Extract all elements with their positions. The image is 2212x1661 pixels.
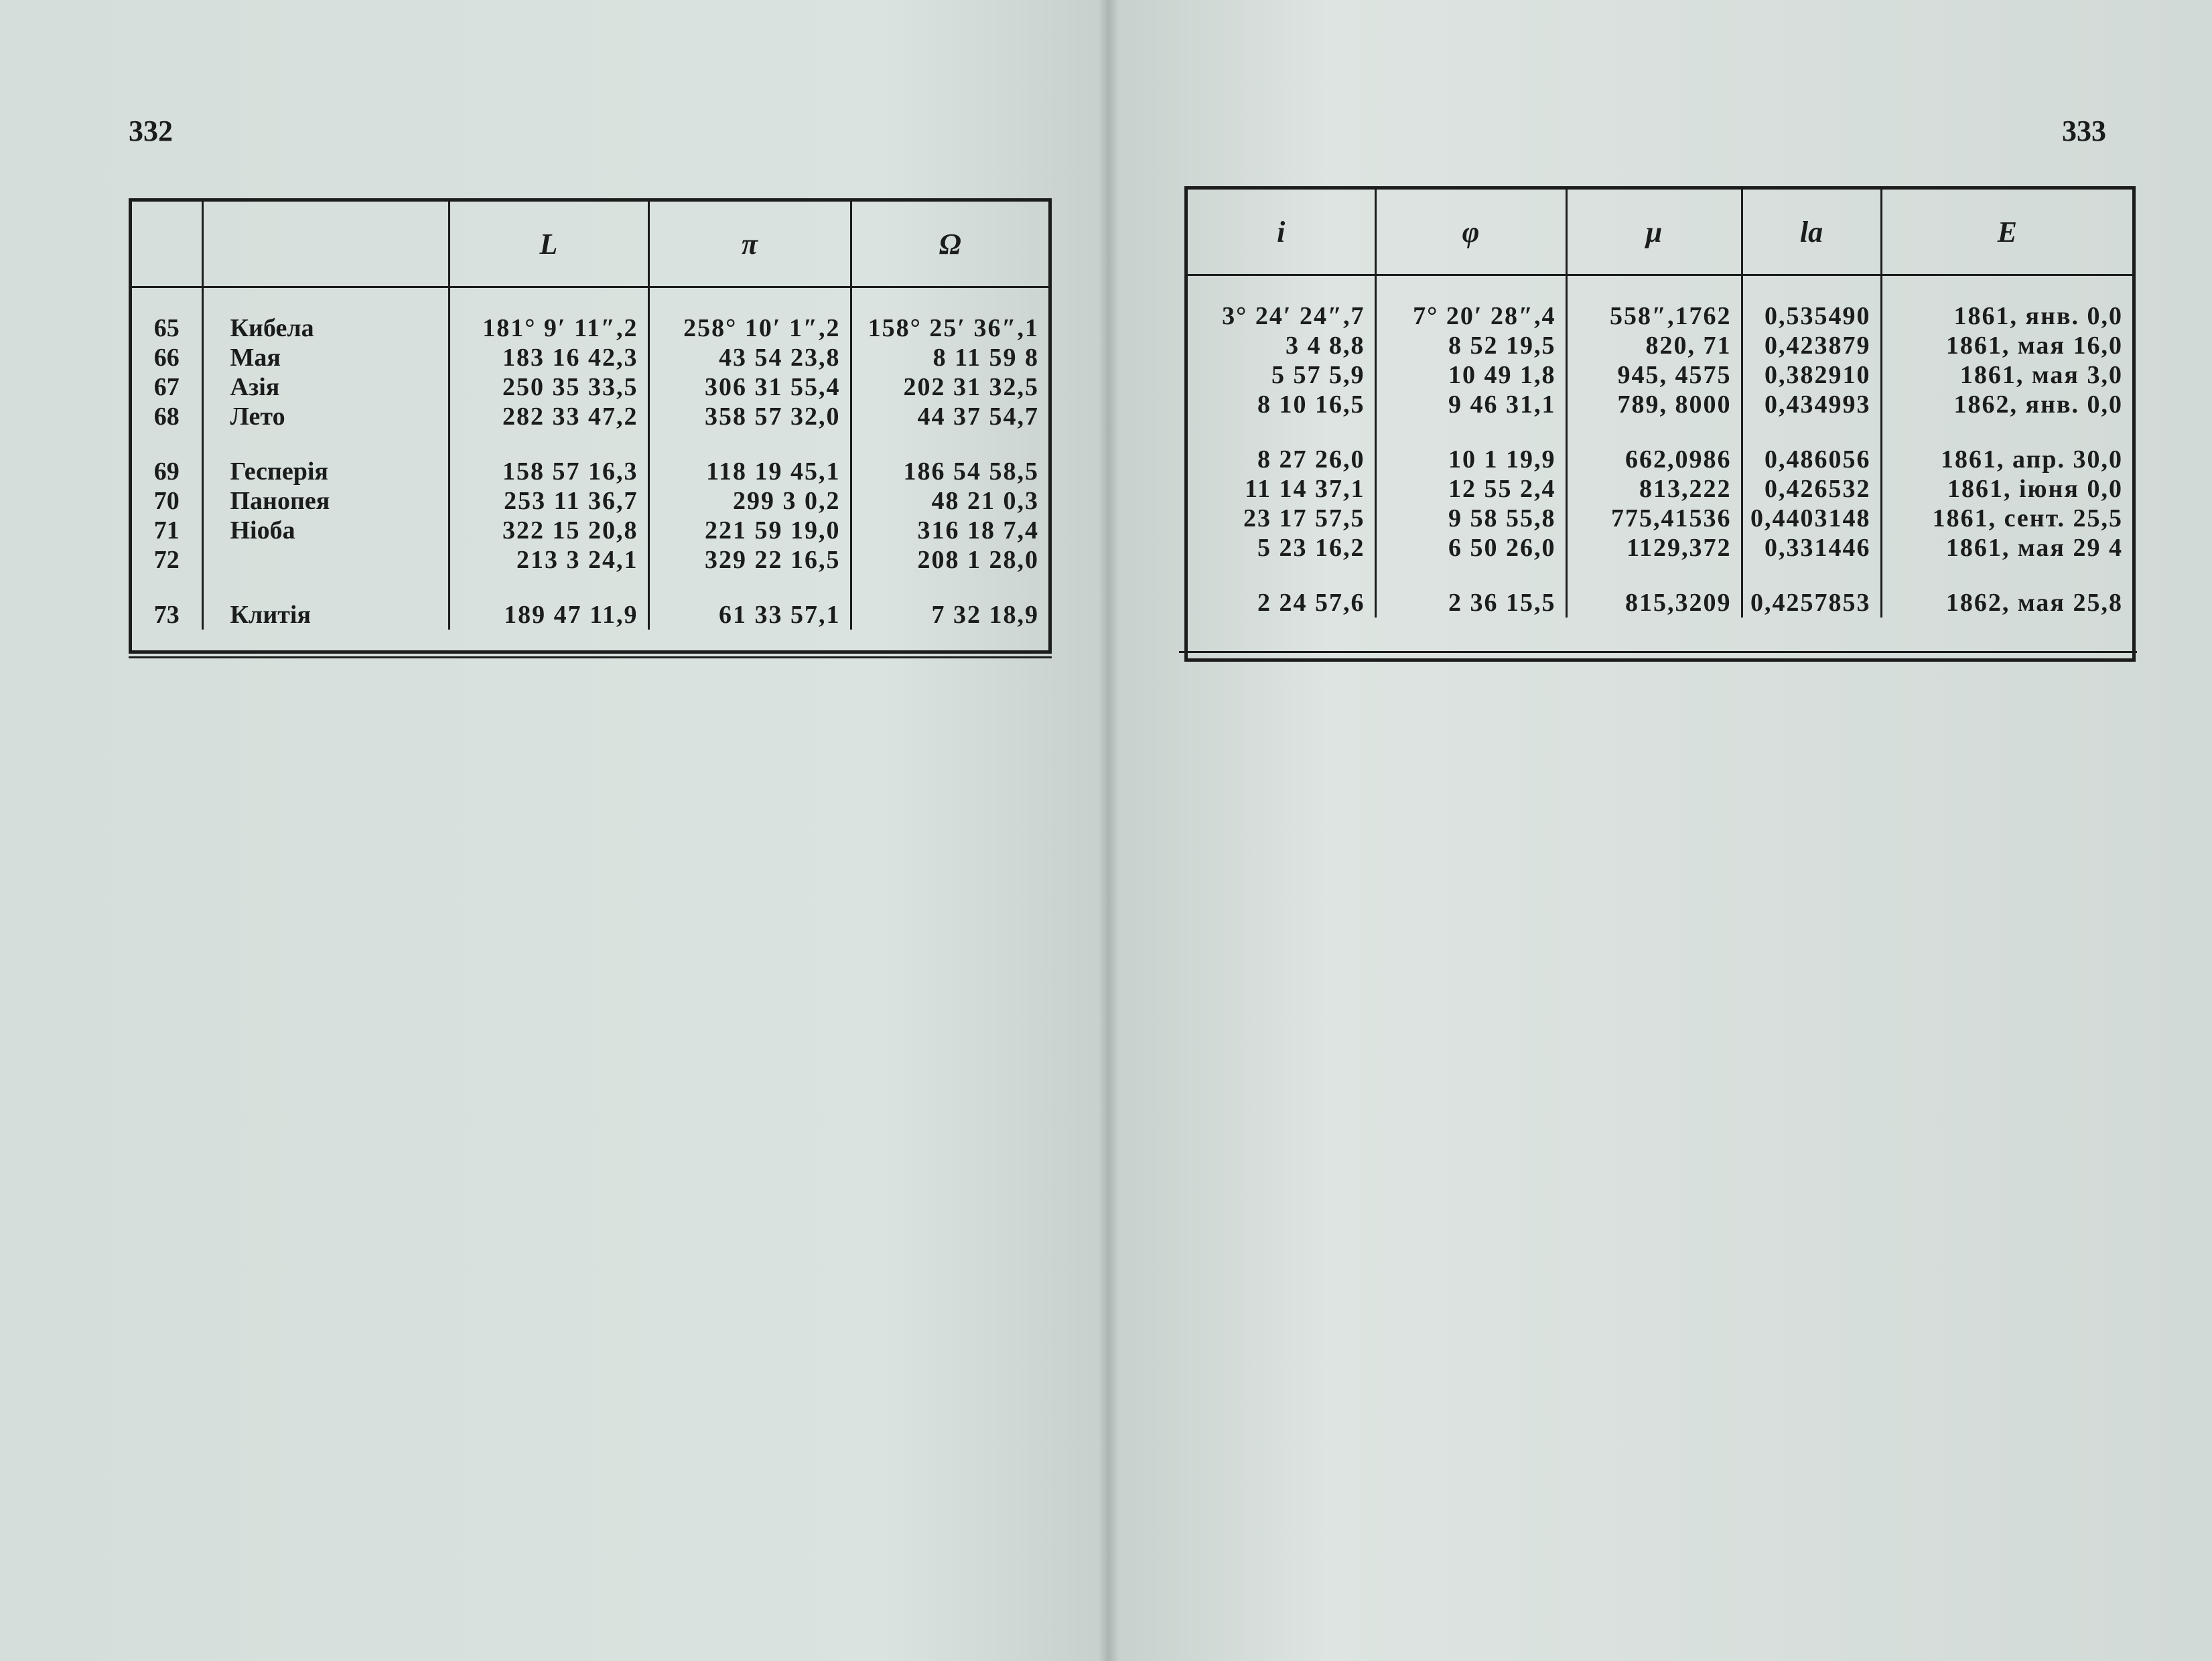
header-E: E	[1881, 190, 2132, 275]
header-la: la	[1742, 190, 1881, 275]
header-L: L	[449, 202, 648, 287]
cell-i: 8 27 26,0	[1257, 445, 1365, 474]
table-row	[1188, 390, 2132, 419]
table-row	[132, 372, 1048, 402]
cell-la: 0,535490	[1742, 301, 1881, 331]
cell-pi: 43 54 23,8	[648, 343, 851, 372]
asteroid-name: Ніоба	[202, 516, 449, 545]
cell-mu: 558″,1762	[1566, 301, 1742, 331]
table-left-header-row	[132, 202, 1048, 287]
cell-mu: 662,0986	[1566, 445, 1742, 474]
cell-E: 1861, янв. 0,0	[1881, 301, 2132, 331]
cell-L: 213 3 24,1	[449, 545, 648, 575]
cell-omega: 7 32 18,9	[851, 600, 1048, 630]
book-gutter	[1099, 0, 1119, 1661]
asteroid-name: Азія	[202, 372, 449, 402]
row-number: 67	[153, 373, 180, 401]
cell-mu: 815,3209	[1566, 588, 1742, 618]
cell-phi: 10 1 19,9	[1375, 445, 1566, 474]
cell-la: 0,486056	[1742, 445, 1881, 474]
cell-i: 11 14 37,1	[1245, 475, 1365, 503]
cell-L: 183 16 42,3	[449, 343, 648, 372]
cell-omega: 48 21 0,3	[851, 486, 1048, 516]
asteroid-name	[202, 545, 449, 575]
header-name	[202, 202, 449, 287]
table-right-bottom-rule	[1179, 651, 2137, 653]
table-row	[1188, 533, 2132, 563]
cell-phi: 6 50 26,0	[1375, 533, 1566, 563]
cell-phi: 9 46 31,1	[1375, 390, 1566, 419]
header-omega: Ω	[851, 202, 1048, 287]
cell-i: 5 57 5,9	[1271, 361, 1365, 389]
asteroid-name: Клитія	[202, 600, 449, 630]
cell-phi: 12 55 2,4	[1375, 474, 1566, 504]
table-row	[1188, 504, 2132, 533]
cell-phi: 8 52 19,5	[1375, 331, 1566, 360]
cell-la: 0,382910	[1742, 360, 1881, 390]
cell-la: 0,434993	[1742, 390, 1881, 419]
cell-mu: 775,41536	[1566, 504, 1742, 533]
table-row	[132, 545, 1048, 575]
row-number: 70	[153, 487, 180, 515]
row-number: 65	[153, 314, 180, 342]
table-right-grid	[1188, 190, 2132, 618]
cell-mu: 789, 8000	[1566, 390, 1742, 419]
cell-L: 322 15 20,8	[449, 516, 648, 545]
orbital-elements-table-right	[1184, 186, 2136, 662]
table-row	[132, 486, 1048, 516]
cell-L: 253 11 36,7	[449, 486, 648, 516]
cell-i: 23 17 57,5	[1243, 504, 1365, 532]
table-row	[132, 600, 1048, 630]
cell-pi: 358 57 32,0	[648, 402, 851, 431]
cell-i: 3° 24′ 24″,7	[1222, 302, 1365, 330]
cell-la: 0,426532	[1742, 474, 1881, 504]
cell-omega: 316 18 7,4	[851, 516, 1048, 545]
table-row	[1188, 588, 2132, 618]
asteroid-name: Панопея	[202, 486, 449, 516]
cell-i: 2 24 57,6	[1257, 589, 1365, 617]
cell-E: 1862, мая 25,8	[1881, 588, 2132, 618]
cell-pi: 61 33 57,1	[648, 600, 851, 630]
header-pi: π	[648, 202, 851, 287]
asteroid-name: Гесперія	[202, 457, 449, 486]
row-number: 73	[153, 601, 180, 629]
cell-pi: 118 19 45,1	[648, 457, 851, 486]
row-number: 66	[153, 344, 180, 372]
table-row	[1188, 301, 2132, 331]
table-row	[1188, 331, 2132, 360]
asteroid-name: Кибела	[202, 313, 449, 343]
cell-la: 0,423879	[1742, 331, 1881, 360]
header-i: i	[1188, 190, 1375, 275]
cell-E: 1861, апр. 30,0	[1881, 445, 2132, 474]
header-phi: φ	[1375, 190, 1566, 275]
cell-phi: 2 36 15,5	[1375, 588, 1566, 618]
cell-phi: 9 58 55,8	[1375, 504, 1566, 533]
cell-phi: 7° 20′ 28″,4	[1375, 301, 1566, 331]
cell-omega: 8 11 59 8	[851, 343, 1048, 372]
cell-pi: 306 31 55,4	[648, 372, 851, 402]
table-right-header-row	[1188, 190, 2132, 275]
cell-E: 1861, іюня 0,0	[1881, 474, 2132, 504]
table-row	[132, 402, 1048, 431]
cell-pi: 258° 10′ 1″,2	[648, 313, 851, 343]
cell-pi: 221 59 19,0	[648, 516, 851, 545]
cell-E: 1861, мая 29 4	[1881, 533, 2132, 563]
table-row	[1188, 360, 2132, 390]
header-number	[132, 202, 202, 287]
cell-mu: 945, 4575	[1566, 360, 1742, 390]
cell-i: 8 10 16,5	[1257, 390, 1365, 419]
cell-phi: 10 49 1,8	[1375, 360, 1566, 390]
row-number: 68	[153, 403, 180, 431]
cell-i: 3 4 8,8	[1286, 332, 1365, 360]
cell-omega: 44 37 54,7	[851, 402, 1048, 431]
cell-L: 282 33 47,2	[449, 402, 648, 431]
cell-E: 1861, мая 3,0	[1881, 360, 2132, 390]
cell-pi: 299 3 0,2	[648, 486, 851, 516]
cell-pi: 329 22 16,5	[648, 545, 851, 575]
bleed-through-right	[1206, 676, 2130, 1581]
table-left-grid	[132, 202, 1048, 630]
orbital-elements-table-left	[129, 198, 1052, 654]
row-number: 69	[153, 457, 180, 486]
cell-L: 158 57 16,3	[449, 457, 648, 486]
cell-omega: 208 1 28,0	[851, 545, 1048, 575]
cell-omega: 202 31 32,5	[851, 372, 1048, 402]
row-number: 72	[153, 546, 180, 574]
cell-omega: 158° 25′ 36″,1	[851, 313, 1048, 343]
row-number: 71	[153, 516, 180, 545]
asteroid-name: Мая	[202, 343, 449, 372]
cell-E: 1861, сент. 25,5	[1881, 504, 2132, 533]
table-row	[132, 343, 1048, 372]
cell-mu: 820, 71	[1566, 331, 1742, 360]
table-row	[132, 516, 1048, 545]
cell-L: 181° 9′ 11″,2	[449, 313, 648, 343]
cell-E: 1862, янв. 0,0	[1881, 390, 2132, 419]
cell-la: 0,4257853	[1742, 588, 1881, 618]
cell-i: 5 23 16,2	[1257, 534, 1365, 562]
cell-mu: 1129,372	[1566, 533, 1742, 563]
cell-L: 189 47 11,9	[449, 600, 648, 630]
header-mu: μ	[1566, 190, 1742, 275]
cell-mu: 813,222	[1566, 474, 1742, 504]
table-row	[132, 457, 1048, 486]
cell-L: 250 35 33,5	[449, 372, 648, 402]
page-number-right: 333	[2062, 115, 2106, 147]
table-left-bottom-rule	[129, 656, 1052, 658]
table-row	[132, 313, 1048, 343]
cell-la: 0,4403148	[1742, 504, 1881, 533]
asteroid-name: Лето	[202, 402, 449, 431]
page-number-left: 332	[129, 115, 173, 147]
table-row	[1188, 474, 2132, 504]
bleed-through-left	[134, 676, 1058, 1581]
cell-la: 0,331446	[1742, 533, 1881, 563]
cell-E: 1861, мая 16,0	[1881, 331, 2132, 360]
table-row	[1188, 445, 2132, 474]
cell-omega: 186 54 58,5	[851, 457, 1048, 486]
